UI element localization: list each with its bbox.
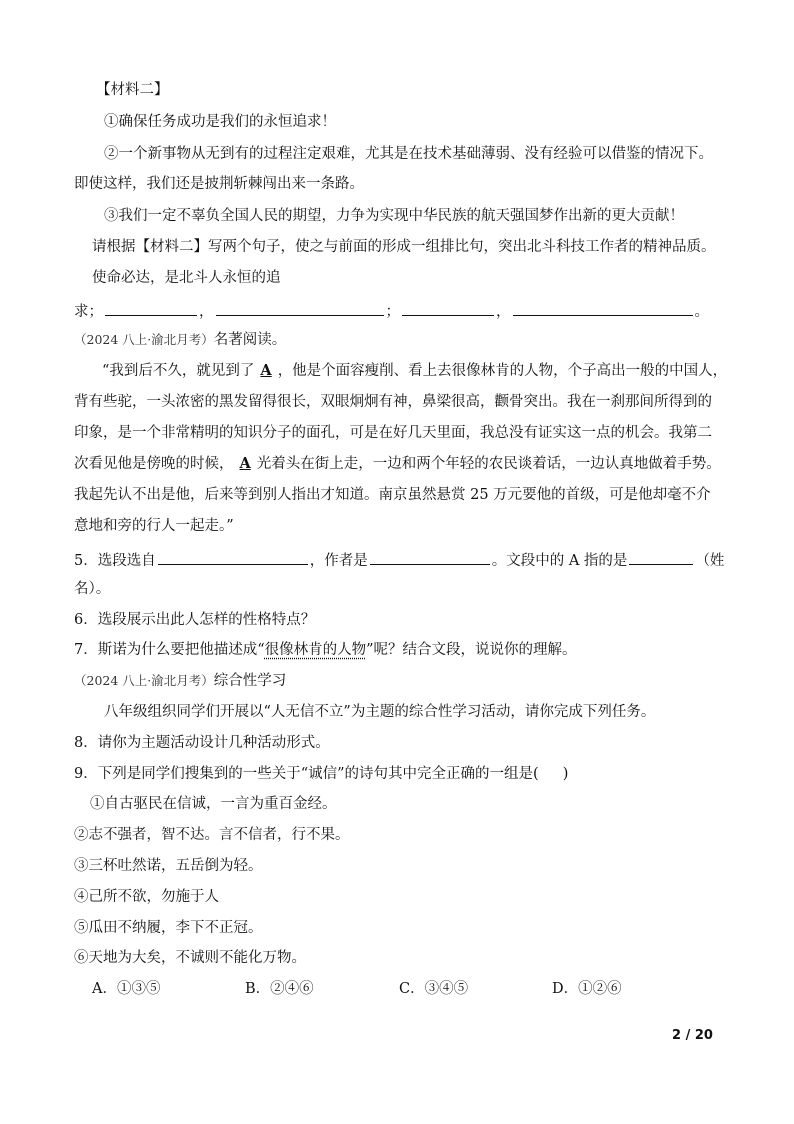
question-9: 9．下列是同学们搜集到的一些关于“诚信”的诗句其中完全正确的一组是( ) (74, 766, 569, 782)
q9-option-d[interactable]: D．①②⑥ (552, 981, 622, 997)
q9-item-6: ⑥天地为大矣，不诚则不能化万物。 (74, 950, 306, 966)
reading-para-line-1: “我到后不久，就见到了 A ，他是个面容瘦削、看上去很像林肯的人物，个子高出一般的中国人， (102, 362, 728, 379)
question-5: 5．选段选自 ，作者是 。文段中的 A 指的是 （姓 (74, 548, 724, 571)
q9-option-a[interactable]: A．①③⑤ (92, 981, 161, 997)
reading-title: 名著阅读。 (213, 332, 287, 348)
answer-prefix: 求； (74, 304, 103, 320)
question-5-end: 名）。 (74, 581, 111, 597)
reading-heading (74, 330, 286, 350)
material-sentence-2a: ②一个新事物从无到有的过程注定艰难，尤其是在技术基础薄弱、没有经验可以借鉴的情况下。 (104, 146, 713, 162)
blank-a-2: A (239, 455, 251, 472)
material-instruction: 请根据【材料二】写两个句子，使之与前面的形成一组排比句，突出北斗科技工作者的精神品质。 (92, 239, 716, 255)
comprehensive-title: 综合性学习 (213, 673, 287, 689)
q9-option-c[interactable]: C．③④⑤ (399, 981, 469, 997)
answer-blank-2[interactable] (216, 299, 384, 316)
material-header: 【材料二】 (96, 82, 169, 98)
q9-item-1: ①自古驱民在信诚，一言为重百金经。 (90, 796, 337, 812)
reading-para-line-2: 背有些驼，一头浓密的黑发留得很长，双眼炯炯有神，鼻梁很高，颧骨突出。我在一刹那间所得到的 (74, 394, 712, 410)
q9-option-b[interactable]: B．②④⑥ (245, 981, 314, 997)
q9-item-3: ③三杯吐然诺，五岳倒为轻。 (74, 858, 263, 874)
material-sentence-3: ③我们一定不辜负全国人民的期望，力争为实现中华民族的航天强国梦作出新的更大贡献！ (104, 208, 684, 224)
reading-para-line-6: 意地和旁的行人一起走。” (74, 518, 234, 534)
answer-line-2: 求； ， ； ， 。 (74, 299, 709, 322)
comprehensive-intro: 八年级组织同学们开展以“人无信不立”为主题的综合性学习活动，请你完成下列任务。 (104, 704, 656, 720)
reading-para-line-5: 我起先认不出是他，后来等到别人指出才知道。南京虽然悬赏 25 万元要他的首级，可是他却毫不介 (74, 487, 711, 503)
comprehensive-heading (74, 671, 286, 691)
comprehensive-source: （2024 八上·渝北月考） (74, 673, 214, 688)
answer-blank-4[interactable] (513, 299, 693, 316)
question-8: 8．请你为主题活动设计几种活动形式。 (74, 735, 330, 751)
answer-blank-1[interactable] (105, 299, 197, 316)
question-6: 6．选段展示出此人怎样的性格特点？ (74, 612, 316, 628)
reading-source: （2024 八上·渝北月考） (74, 332, 214, 347)
reading-para-line-3: 印象，是一个非常精明的知识分子的面孔，可是在好几天里面，我总没有证实这一点的机会。我第二 (74, 425, 712, 441)
q5-name-blank[interactable] (629, 548, 693, 565)
answer-blank-3[interactable] (402, 299, 494, 316)
page-number: 2 / 20 (672, 1028, 713, 1043)
material-sentence-1: ①确保任务成功是我们的永恒追求！ (104, 114, 336, 130)
blank-a: A (260, 362, 272, 379)
q5-author-blank[interactable] (370, 548, 490, 565)
material-sentence-2b: 即使这样，我们还是披荆斩棘闯出来一条路。 (74, 176, 364, 192)
q5-book-blank[interactable] (158, 548, 308, 565)
emphasis-phrase: 很像林肯的人物 (264, 642, 367, 658)
q9-item-2: ②志不强者，智不达。言不信者，行不果。 (74, 827, 350, 843)
reading-para-line-4: 次看见他是傍晚的时候， A 光着头在街上走，一边和两个年轻的农民谈着话，一边认真地做着手势。 (74, 455, 721, 472)
question-7: 7．斯诺为什么要把他描述成“很像林肯的人物”呢？结合文段，说说你的理解。 (74, 642, 577, 658)
q9-item-5: ⑤瓜田不纳履，李下不正冠。 (74, 920, 263, 936)
q9-item-4: ④己所不欲，勿施于人 (74, 889, 219, 905)
answer-line-1: 使命必达，是北斗人永恒的追 (92, 270, 281, 286)
